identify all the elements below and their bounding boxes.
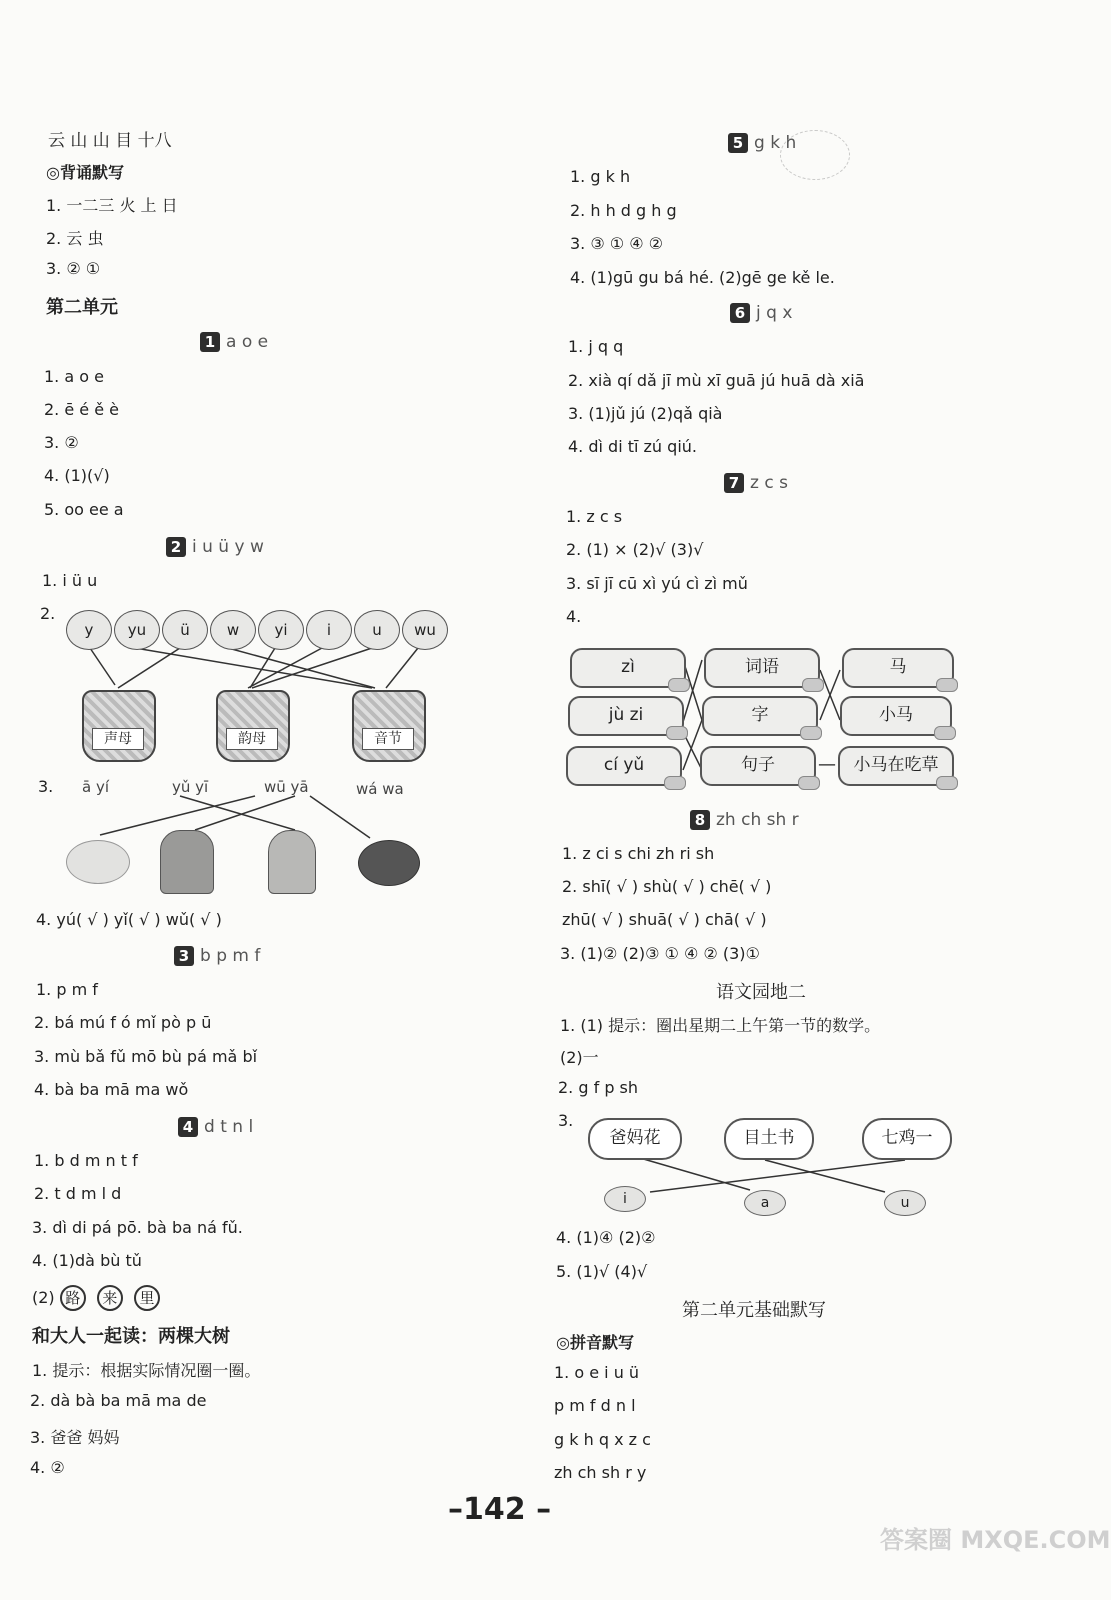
ball: u <box>354 610 400 650</box>
word-bubble: cí yǔ <box>566 746 682 786</box>
answer-line: (2)一 <box>560 1048 599 1067</box>
answer-line: zhū( √ ) shuā( √ ) chā( √ ) <box>562 910 767 929</box>
stamp-icon <box>780 130 850 180</box>
ball: i <box>306 610 352 650</box>
cloud-shape: 七鸡一 <box>862 1118 952 1160</box>
ball: ü <box>162 610 208 650</box>
ball: y <box>66 610 112 650</box>
page-number: –142 – <box>448 1492 552 1527</box>
unit2-title: 第二单元 <box>46 297 118 318</box>
section-6-title: 6 j q x <box>730 303 792 323</box>
recite-item: 3. ② ① <box>46 259 101 278</box>
ball-row <box>66 610 446 652</box>
answer-line: 4. (1)dà bù tǔ <box>32 1251 142 1270</box>
basket-label: 声母 <box>92 728 144 750</box>
answer-line: 2. t d m l d <box>34 1184 122 1203</box>
flower-icon <box>668 678 690 692</box>
answer-line: 1. p m f <box>36 980 98 999</box>
section-1-title: 1 a o e <box>200 332 268 352</box>
section-number-badge: 8 <box>690 810 710 830</box>
answer-line: 2. xià qí dǎ jī mù xī guā jú huā dà xiā <box>568 371 865 390</box>
flower-icon <box>936 776 958 790</box>
basket-label: 韵母 <box>226 728 278 750</box>
circled-char: 路 <box>60 1285 86 1311</box>
answer-line: 3. mù bǎ fǔ mō bù pá mǎ bǐ <box>34 1047 258 1066</box>
answer-line: 5. oo ee a <box>44 500 124 519</box>
answer-number: 3. <box>38 777 54 796</box>
answer-line: 1. z ci s chi zh ri sh <box>562 844 715 863</box>
answer-line: 1. g k h <box>570 167 631 186</box>
girl-picture-icon <box>268 830 316 894</box>
answer-line: 4. (1)gū gu bá hé. (2)gē ge kě le. <box>570 268 835 287</box>
answer-line: 3. (1)② (2)③ ① ④ ② (3)① <box>560 944 760 963</box>
answer-line: 4. (1)(√) <box>44 466 110 485</box>
answer-line: 1. 提示：根据实际情况圈一圈。 <box>32 1361 261 1380</box>
section-5-title: 5 g k h <box>728 133 796 153</box>
baby-picture-icon <box>66 840 130 884</box>
watermark: 答案圈 MXQE.COM <box>880 1526 1111 1554</box>
fish-icon: u <box>884 1190 926 1216</box>
basket-icon <box>216 690 290 762</box>
section-4-title: 4 d t n l <box>178 1117 253 1137</box>
basic-title: 第二单元基础默写 <box>682 1300 826 1321</box>
answer-line: 2. bá mú f ó mǐ pò p ū <box>34 1013 212 1032</box>
word-bubble: zì <box>570 648 686 688</box>
flower-icon <box>936 678 958 692</box>
recite-header: ◎背诵默写 <box>46 163 124 182</box>
circled-answer-line: (2) 路 来 里 <box>32 1285 166 1311</box>
answer-line: 3. dì di pá pō. bà ba ná fǔ. <box>32 1218 243 1237</box>
section-number-badge: 7 <box>724 473 744 493</box>
answer-line: 2. (1) × (2)√ (3)√ <box>566 540 704 559</box>
answer-line: 1. b d m n t f <box>34 1151 138 1170</box>
answer-line: 4. yú( √ ) yǐ( √ ) wǔ( √ ) <box>36 910 222 929</box>
answer-line: 5. (1)√ (4)√ <box>556 1262 648 1281</box>
flower-icon <box>664 776 686 790</box>
answer-line: 2. dà bà ba mā ma de <box>30 1391 207 1410</box>
word-bubble: 小马 <box>840 696 952 736</box>
flower-icon <box>798 776 820 790</box>
flower-icon <box>666 726 688 740</box>
answer-line: 4. (1)④ (2)② <box>556 1228 656 1247</box>
circled-char: 里 <box>134 1285 160 1311</box>
pinyin-word: wá wa <box>356 780 404 798</box>
section-number-badge: 4 <box>178 1117 198 1137</box>
answer-line: 3. sī jī cū xì yú cì zì mǔ <box>566 574 748 593</box>
aunt-picture-icon <box>160 830 214 894</box>
answer-line: 3. ② <box>44 433 79 452</box>
flower-icon <box>934 726 956 740</box>
answer-line: 4. ② <box>30 1458 65 1477</box>
answer-line: 3. ③ ① ④ ② <box>570 234 663 253</box>
fish-icon: a <box>744 1190 786 1216</box>
answer-line: 2. ē é ě è <box>44 400 119 419</box>
crow-picture-icon <box>358 840 420 886</box>
circled-char: 来 <box>97 1285 123 1311</box>
fish-icon: i <box>604 1186 646 1212</box>
pinyin-header: ◎拼音默写 <box>556 1333 634 1352</box>
recite-item: 1. 一二三 火 上 日 <box>46 196 178 215</box>
word-bubble: 马 <box>842 648 954 688</box>
answer-line: 4. dì di tī zú qiú. <box>568 437 697 456</box>
answer-line: 1. (1) 提示：圈出星期二上午第一节的数学。 <box>560 1016 881 1035</box>
answer-line: 1. z c s <box>566 507 623 526</box>
section-number-badge: 1 <box>200 332 220 352</box>
answer-line: 4. bà ba mā ma wǒ <box>34 1080 189 1099</box>
answer-line: 1. a o e <box>44 367 104 386</box>
word-bubble: 小马在吃草 <box>838 746 954 786</box>
section-3-title: 3 b p m f <box>174 946 260 966</box>
word-bubble: jù zi <box>568 696 684 736</box>
answer-line: p m f d n l <box>554 1396 636 1415</box>
word-bubble: 句子 <box>700 746 816 786</box>
pinyin-word: wū yā <box>264 778 309 796</box>
reading-title: 和大人一起读：两棵大树 <box>32 1326 230 1347</box>
ball: wu <box>402 610 448 650</box>
cloud-shape: 爸妈花 <box>588 1118 682 1160</box>
answer-line: 2. shī( √ ) shù( √ ) chē( √ ) <box>562 877 772 896</box>
answer-line: 1. i ü u <box>42 571 98 590</box>
section-number-badge: 2 <box>166 537 186 557</box>
garden-title: 语文园地二 <box>716 982 806 1003</box>
pinyin-word: ā yí <box>82 778 110 796</box>
answer-line: 2. h h d g h g <box>570 201 677 220</box>
section-2-title: 2 i u ü y w <box>166 537 264 557</box>
answer-line: 3. (1)jǔ jú (2)qǎ qià <box>568 404 723 423</box>
basket-icon <box>82 690 156 762</box>
answer-line: 1. j q q <box>568 337 624 356</box>
answer-line: 1. o e i u ü <box>554 1363 640 1382</box>
section-number-badge: 5 <box>728 133 748 153</box>
ball: yi <box>258 610 304 650</box>
recite-item: 2. 云 虫 <box>46 229 104 248</box>
word-bubble: 词语 <box>704 648 820 688</box>
section-number-badge: 6 <box>730 303 750 323</box>
answer-line: 4. <box>566 607 582 626</box>
answer-line: zh ch sh r y <box>554 1463 647 1482</box>
answer-line: g k h q x z c <box>554 1430 651 1449</box>
answer-line: 3. 爸爸 妈妈 <box>30 1428 120 1447</box>
pinyin-word: yǔ yī <box>172 778 209 796</box>
answer-line: 3. <box>558 1111 574 1130</box>
section-number-badge: 3 <box>174 946 194 966</box>
ball: w <box>210 610 256 650</box>
top-answer-line: 云 山 山 目 十八 <box>48 131 172 151</box>
section-8-title: 8 zh ch sh r <box>690 810 799 830</box>
basket-label: 音节 <box>362 728 414 750</box>
word-bubble: 字 <box>702 696 818 736</box>
answer-line: 2. g f p sh <box>558 1078 639 1097</box>
cloud-shape: 目土书 <box>724 1118 814 1160</box>
section-7-title: 7 z c s <box>724 473 788 493</box>
flower-icon <box>800 726 822 740</box>
dash-connector: — <box>818 754 836 775</box>
basket-icon <box>352 690 426 762</box>
answer-line: 2. <box>40 604 56 623</box>
ball: yu <box>114 610 160 650</box>
flower-icon <box>802 678 824 692</box>
